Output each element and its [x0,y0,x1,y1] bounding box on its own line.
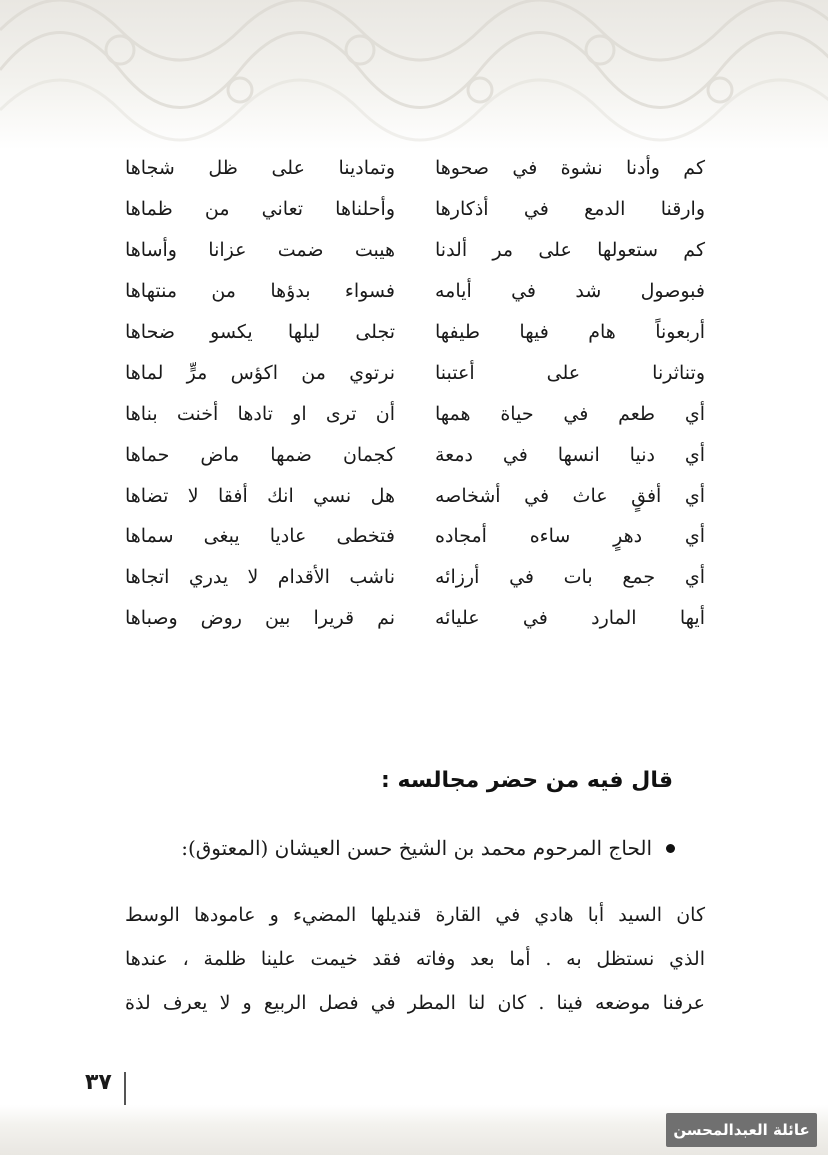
poem-verse [125,271,705,312]
section-heading: قال فيه من حضر مجالسه : [381,768,673,793]
page-number-divider [124,1072,126,1105]
verse-second-hemistich: كجمان ضمها ماض حماها [125,443,395,466]
verse-second-hemistich: وأحلناها تعاني من ظماها [125,198,395,221]
verse-first-hemistich: كم ستعولها على مر ألدنا [435,239,705,262]
verse-second-hemistich: فسواء بدؤها من منتهاها [125,280,395,303]
verse-second-hemistich: نم قريرا بين روض وصباها [125,607,395,630]
verse-first-hemistich: أي دنيا انسها في دمعة [435,443,705,466]
verse-first-hemistich: أي دهرٍ ساءه أمجاده [435,525,705,548]
paragraph-line: كان السيد أبا هادي في القارة قنديلها المضيء و عامودها الوسط [125,904,705,926]
verse-first-hemistich: أي أفقٍ عاث في أشخاصه [435,484,705,507]
verse-second-hemistich: نرتوي من اكؤس مرٍّ لماها [125,361,395,384]
poem-verse [125,352,705,393]
poem-verse [125,598,705,639]
verse-first-hemistich: كم وأدنا نشوة في صحوها [435,157,705,180]
poem-verse [125,393,705,434]
ornament-pattern [0,0,828,150]
verse-first-hemistich: أي جمع بات في أرزائه [435,566,705,589]
verse-second-hemistich: وتمادينا على ظل شجاها [125,157,395,180]
poem-verse [125,475,705,516]
paragraph-line: الذي نستظل به . أما بعد وفاته فقد خيمت علينا ظلمة ، عندها [125,948,705,970]
poem-verse [125,189,705,230]
page-number: ٣٧ [85,1070,112,1095]
verse-second-hemistich: هل نسي انك أفقا لا تضاها [125,484,395,507]
poem-verse [125,557,705,598]
body-paragraph [125,893,705,1025]
verse-second-hemistich: ناشب الأقدام لا يدري اتجاها [125,566,395,589]
poem-verse [125,230,705,271]
bullet-text: الحاج المرحوم محمد بن الشيخ حسن العيشان (المعتوق): [181,836,652,860]
poem-verse [125,312,705,353]
verse-second-hemistich: تجلى ليلها يكسو ضحاها [125,321,395,343]
verse-first-hemistich: أربعوناً هام فيها طيفها [435,321,705,343]
poem-verse [125,434,705,475]
top-ornament-border [0,0,828,150]
verse-first-hemistich: أيها المارد في عليائه [435,607,705,630]
paragraph-line: عرفنا موضعه فينا . كان لنا المطر في فصل الربيع و لا يعرف لذة [125,992,705,1014]
poem-verse [125,148,705,189]
poem [125,148,705,639]
verse-second-hemistich: فتخطى عاديا يبغى سماها [125,525,395,548]
verse-first-hemistich: أي طعم في حياة همها [435,402,705,425]
bullet-icon [666,844,675,853]
verse-first-hemistich: وتناثرنا على أعتبنا [435,361,705,384]
brand-badge: عائلة العبدالمحسن [666,1113,817,1147]
poem-verse [125,516,705,557]
verse-first-hemistich: وارقنا الدمع في أذكارها [435,198,705,221]
verse-first-hemistich: فبوصول شد في أيامه [435,280,705,303]
verse-second-hemistich: هيبت ضمت عزانا وأساها [125,239,395,262]
bullet-item [181,836,675,860]
verse-second-hemistich: أن ترى او تادها أخنت بناها [125,402,395,425]
